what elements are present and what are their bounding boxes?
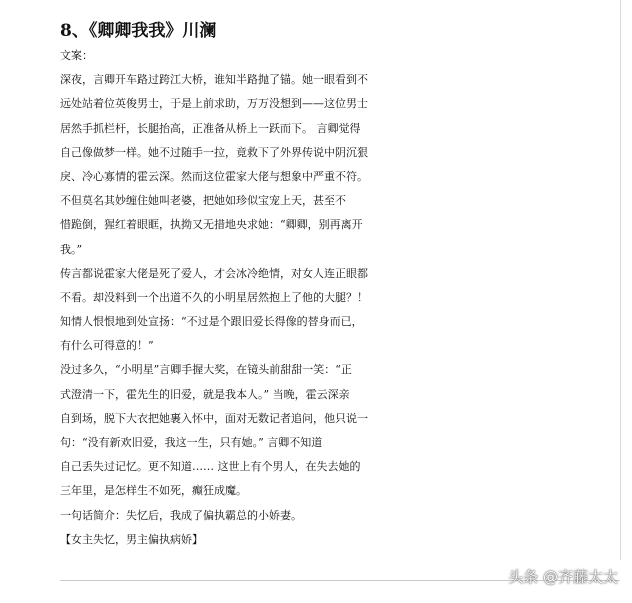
body-line: 不但莫名其妙缠住她叫老婆，把她如珍似宝宠上天，甚至不 [60, 194, 346, 208]
body-line: 有什么可得意的！” [60, 339, 154, 353]
body-line: 式澄清一下，霍先生的旧爱，就是我本人。” 当晚，霍云深亲 [60, 387, 350, 401]
body-line: 传言都说霍家大佬是死了爱人，才会冰冷绝情，对女人连正眼都 [60, 266, 368, 280]
body-line: 自己丢失过记忆。更不知道…… 这世上有个男人，在失去她的 [60, 460, 361, 474]
body-line: 不看。却没料到一个出道不久的小明星居然抱上了他的大腿？！ [60, 290, 368, 304]
body-line: 【女主失忆，男主偏执病娇】 [60, 532, 203, 546]
body-line: 句：“没有新欢旧爱，我这一生，只有她。” 言卿不知道 [60, 436, 323, 449]
synopsis-body [60, 44, 620, 552]
body-line: 远处站着位英俊男士，于是上前求助，万万没想到——这位男士 [60, 97, 368, 111]
body-line: 一句话简介：失忆后，我成了偏执霸总的小娇妻。 [60, 508, 302, 522]
body-line: 没过多久，“小明星”言卿手握大奖，在镜头前甜甜一笑：“正 [60, 363, 352, 377]
page-margin-line [620, 0, 621, 560]
body-line: 三年里，是怎样生不如死，癫狂成魔。 [60, 484, 247, 498]
watermark: 头条 @齐藤太太 [508, 568, 618, 586]
body-line: 自己像做梦一样。她不过随手一拉，竟救下了外界传说中阴沉狠 [60, 145, 368, 159]
body-line: 文案： [60, 49, 93, 62]
body-line: 惜跪倒，猩红着眼眶，执拗又无措地央求她：“卿卿，别再离开 [60, 218, 363, 232]
body-line: 知情人恨恨地到处宣扬：“不过是个跟旧爱长得像的替身而已， [60, 315, 363, 329]
body-line: 自到场，脱下大衣把她裹入怀中，面对无数记者追问，他只说一 [60, 411, 368, 425]
body-line: 居然手抓栏杆，长腿抬高，正准备从桥上一跃而下。 言卿觉得 [60, 121, 361, 135]
body-line: 深夜，言卿开车路过跨江大桥，谁知半路抛了锚。她一眼看到不 [60, 73, 368, 87]
body-line: 戾、冷心寡情的霍云深。然而这位霍家大佬与想象中严重不符。 [60, 169, 368, 183]
book-heading: 8、《卿卿我我》川澜 [60, 21, 217, 41]
body-line: 我。” [60, 242, 83, 256]
